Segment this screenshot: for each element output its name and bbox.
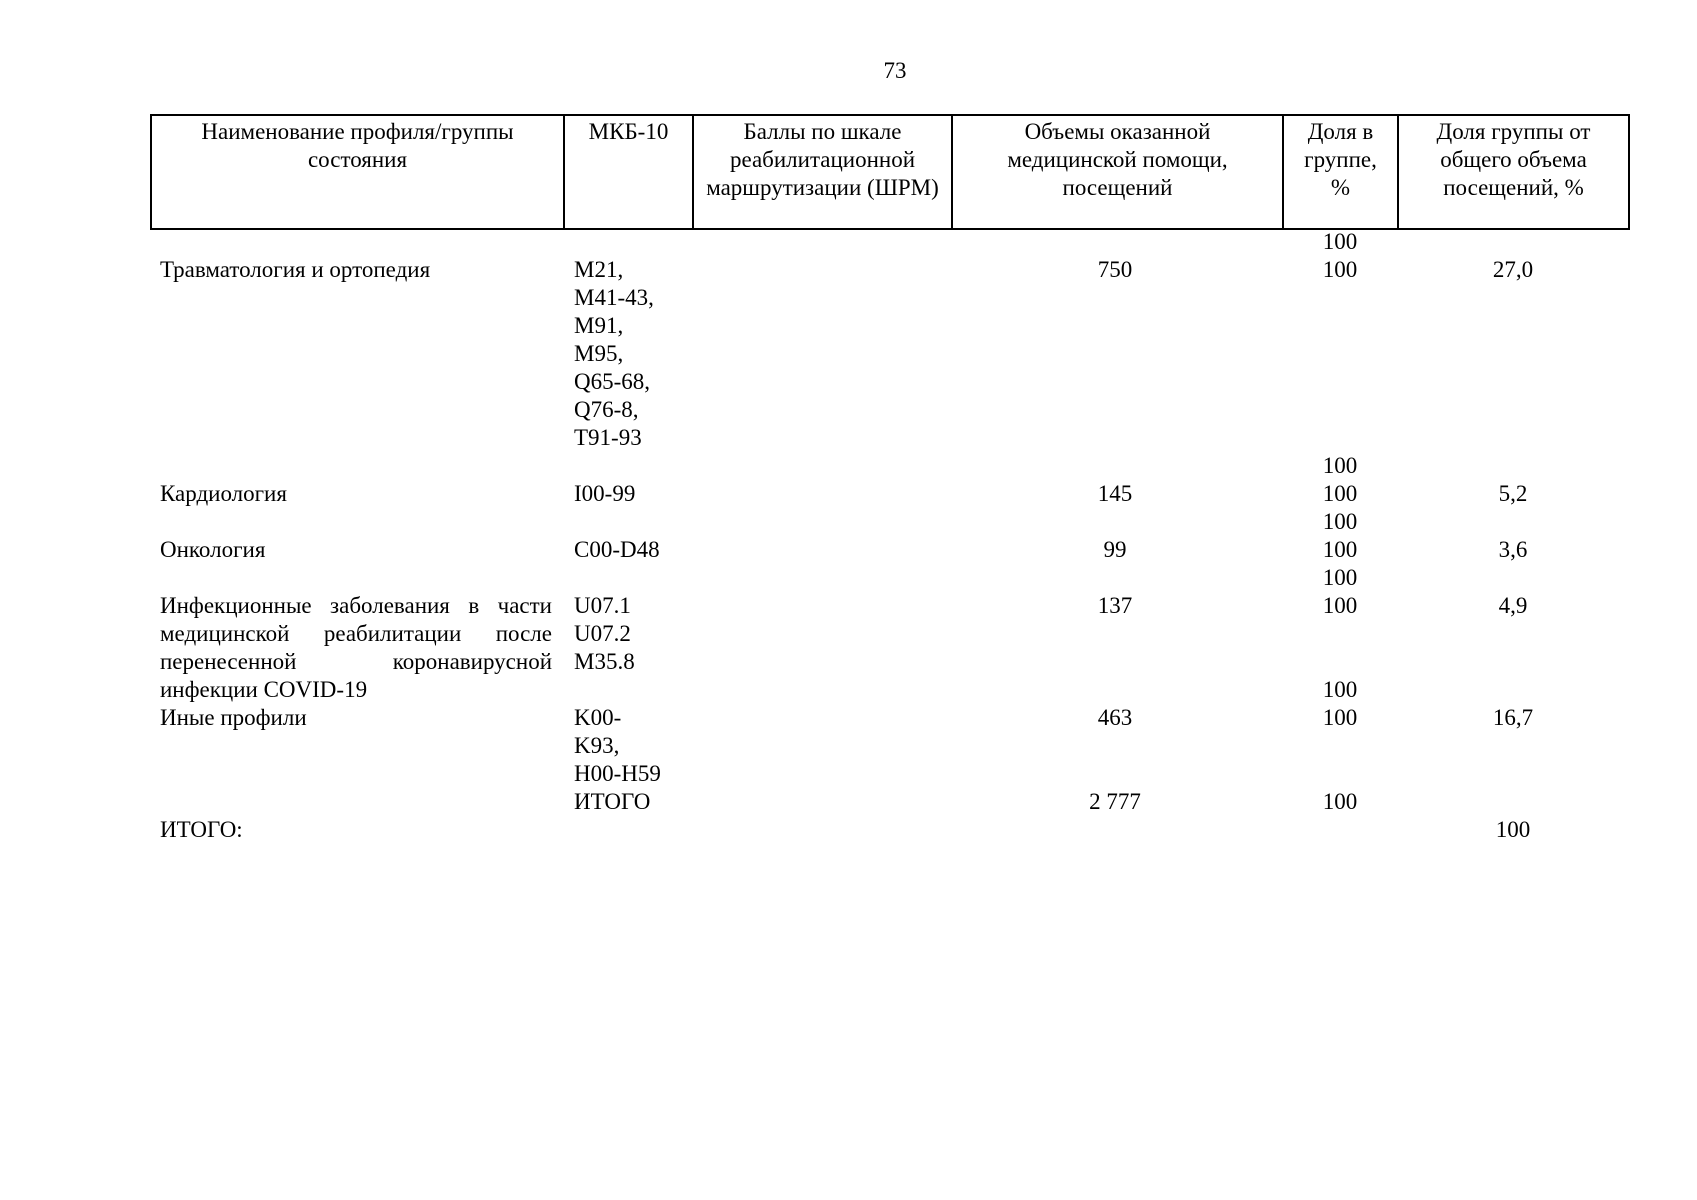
table-body bbox=[0, 228, 1697, 844]
table-line bbox=[0, 508, 1697, 536]
mkb-code: K93, bbox=[574, 733, 620, 758]
header-mkb10: МКБ-10 bbox=[564, 115, 693, 229]
mkb-code: C00-D48 bbox=[574, 537, 660, 562]
table-line bbox=[0, 312, 1697, 340]
mkb-code: U07.1 bbox=[574, 593, 631, 618]
visits-volume: 99 bbox=[1103, 537, 1127, 562]
profile-name: медицинской реабилитации после bbox=[160, 621, 552, 646]
group-share: 27,0 bbox=[1492, 257, 1534, 282]
table-line bbox=[0, 256, 1697, 284]
share-in-group: 100 bbox=[1322, 453, 1358, 478]
mkb-code: M35.8 bbox=[574, 649, 635, 674]
mkb-code: ИТОГО bbox=[574, 789, 651, 814]
share-in-group: 100 bbox=[1322, 677, 1358, 702]
share-in-group: 100 bbox=[1322, 509, 1358, 534]
table-line bbox=[0, 732, 1697, 760]
table-line bbox=[0, 452, 1697, 480]
share-in-group: 100 bbox=[1322, 257, 1358, 282]
mkb-code: M95, bbox=[574, 341, 624, 366]
table-line bbox=[0, 816, 1697, 844]
header-share-in-group: Доля в группе, % bbox=[1283, 115, 1398, 229]
visits-volume: 463 bbox=[1097, 705, 1133, 730]
table-line bbox=[0, 536, 1697, 564]
share-in-group: 100 bbox=[1322, 565, 1358, 590]
table-line bbox=[0, 592, 1697, 620]
page-number: 73 bbox=[883, 58, 907, 83]
table-line bbox=[0, 760, 1697, 788]
group-share: 16,7 bbox=[1492, 705, 1534, 730]
table-header bbox=[150, 114, 1630, 230]
profile-name: перенесенной коронавирусной bbox=[160, 649, 552, 674]
mkb-code: T91-93 bbox=[574, 425, 642, 450]
table-line bbox=[0, 620, 1697, 648]
visits-volume: 2 777 bbox=[1089, 789, 1141, 814]
visits-volume: 750 bbox=[1097, 257, 1133, 282]
mkb-code: I00-99 bbox=[574, 481, 636, 506]
group-share: 3,6 bbox=[1498, 537, 1528, 562]
profile-name: Кардиология bbox=[160, 481, 287, 506]
header-profile: Наименование профиля/группы состояния bbox=[151, 115, 564, 229]
header-volume: Объемы оказанной медицинской помощи, посещений bbox=[952, 115, 1283, 229]
table-line bbox=[0, 480, 1697, 508]
table-line bbox=[0, 676, 1697, 704]
table-line bbox=[0, 396, 1697, 424]
mkb-code: K00- bbox=[574, 705, 622, 730]
mkb-code: M91, bbox=[574, 313, 624, 338]
table-line bbox=[0, 648, 1697, 676]
profile-name: Онкология bbox=[160, 537, 266, 562]
table-line bbox=[0, 424, 1697, 452]
mkb-code: Q65-68, bbox=[574, 369, 651, 394]
table-line bbox=[0, 704, 1697, 732]
mkb-code: M21, bbox=[574, 257, 624, 282]
share-in-group: 100 bbox=[1322, 481, 1358, 506]
mkb-code: H00-H59 bbox=[574, 761, 661, 786]
mkb-code: U07.2 bbox=[574, 621, 631, 646]
header-shrm-score: Баллы по шкале реабилитационной маршрутизации (ШРМ) bbox=[693, 115, 952, 229]
table-line bbox=[0, 788, 1697, 816]
header-group-share: Доля группы от общего объема посещений, % bbox=[1398, 115, 1629, 229]
mkb-code: Q76-8, bbox=[574, 397, 639, 422]
group-share: 5,2 bbox=[1498, 481, 1528, 506]
table-line bbox=[0, 228, 1697, 256]
table-line bbox=[0, 368, 1697, 396]
profile-name: инфекции COVID-19 bbox=[160, 677, 368, 702]
share-in-group: 100 bbox=[1322, 593, 1358, 618]
visits-volume: 145 bbox=[1097, 481, 1133, 506]
profile-name: Травматология и ортопедия bbox=[160, 257, 431, 282]
share-in-group: 100 bbox=[1322, 705, 1358, 730]
visits-volume: 137 bbox=[1097, 593, 1133, 618]
share-in-group: 100 bbox=[1322, 537, 1358, 562]
profile-name: ИТОГО: bbox=[160, 817, 243, 842]
mkb-code: M41-43, bbox=[574, 285, 654, 310]
share-in-group: 100 bbox=[1322, 789, 1358, 814]
profile-name: Инфекционные заболевания в части bbox=[160, 593, 552, 618]
table-line bbox=[0, 564, 1697, 592]
share-in-group: 100 bbox=[1322, 229, 1358, 254]
profile-name: Иные профили bbox=[160, 705, 307, 730]
table-line bbox=[0, 284, 1697, 312]
group-share: 100 bbox=[1495, 817, 1531, 842]
table-line bbox=[0, 340, 1697, 368]
group-share: 4,9 bbox=[1498, 593, 1528, 618]
